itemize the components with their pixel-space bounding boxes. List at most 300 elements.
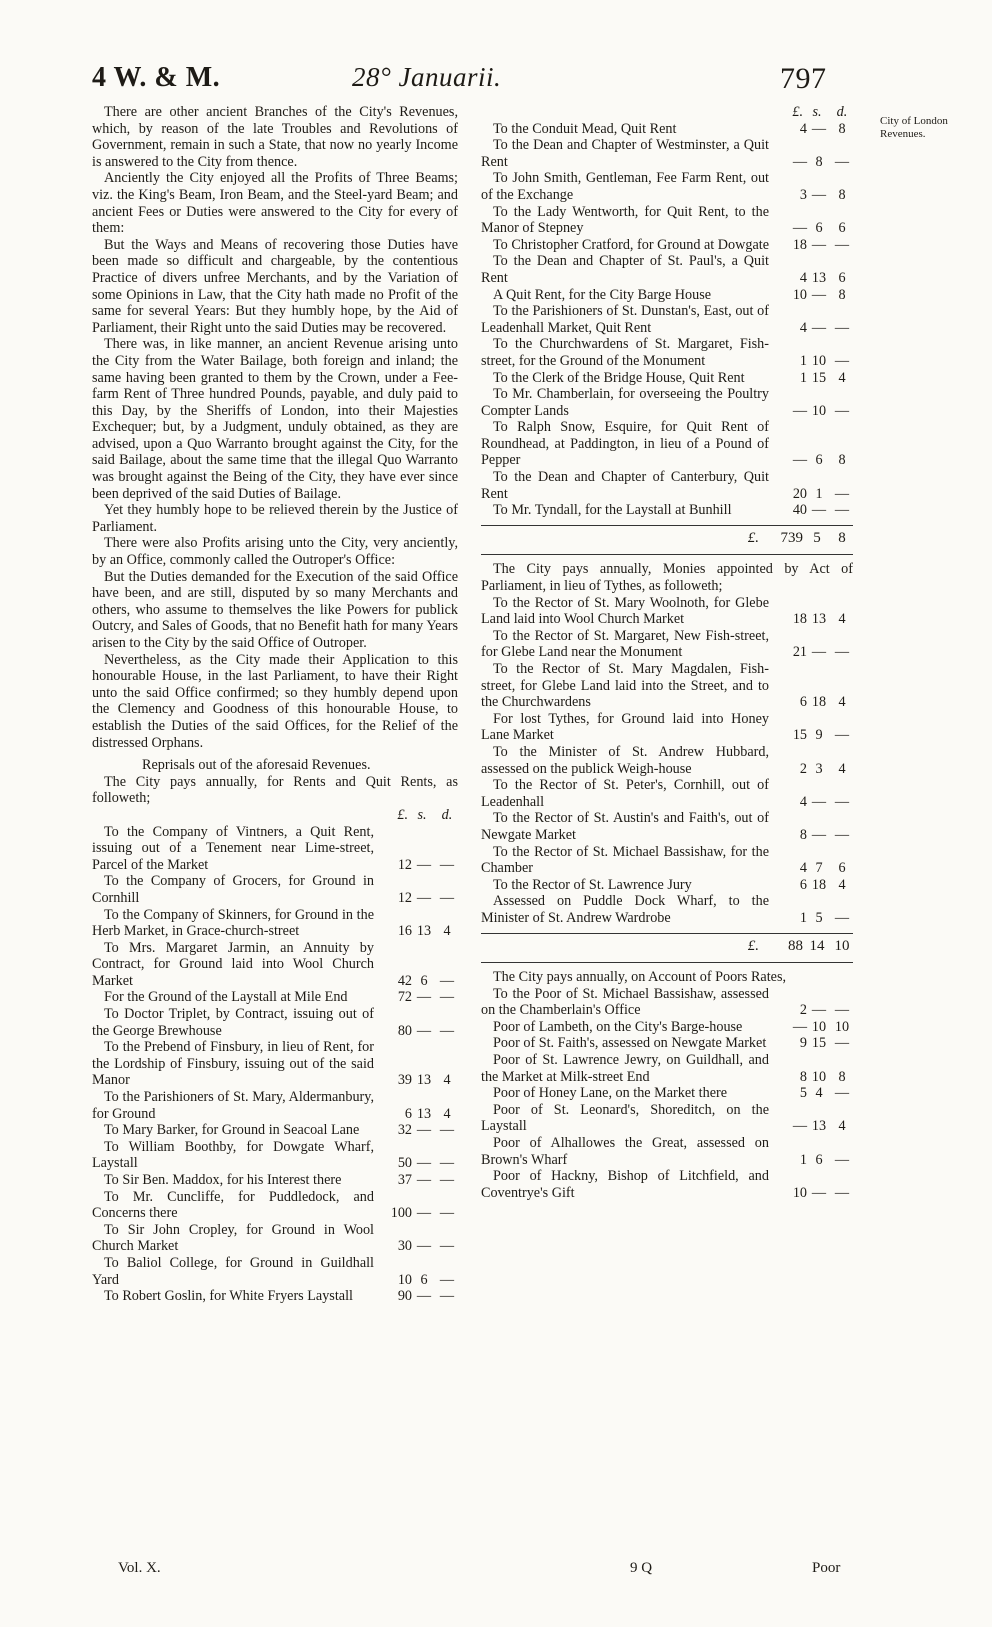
shillings: —	[416, 1022, 432, 1039]
entry-description: To the Dean and Chapter of St. Paul's, a Quit Rent	[481, 253, 769, 286]
pounds: 40	[792, 502, 807, 519]
pounds: 50	[397, 1155, 412, 1172]
pence: —	[834, 793, 850, 810]
entry-amount	[769, 370, 853, 387]
pence: —	[834, 485, 850, 502]
entry-amount	[769, 237, 853, 254]
ledger-entry	[481, 1168, 853, 1201]
shillings: 18	[811, 694, 827, 711]
ledger-entry	[481, 777, 853, 810]
entry-description: To the Rector of St. Mary Magdalen, Fish-street, for Glebe Land laid into the Street, and to the Churchwardens	[481, 661, 769, 711]
ledger-entry	[481, 386, 853, 419]
ledger-entry	[92, 1288, 458, 1305]
shillings: 6	[420, 972, 428, 989]
shillings: —	[811, 186, 827, 203]
entry-description: To the Parishioners of St. Mary, Aldermanbury, for Ground	[92, 1089, 374, 1122]
entry-description: To the Company of Vintners, a Quit Rent, issuing out of a Tenement near Lime-street, Parcel of the Market	[92, 823, 374, 873]
pounds: 16	[397, 923, 412, 940]
entry-description: To John Smith, Gentleman, Fee Farm Rent, out of the Exchange	[481, 170, 769, 203]
entry-description: To the Lady Wentworth, for Quit Rent, to the Manor of Stepney	[481, 203, 769, 237]
header-regnal-year: 4 W. & M.	[92, 62, 221, 93]
ledger-entry	[481, 1019, 853, 1036]
entry-amount	[769, 611, 853, 628]
entry-amount	[769, 1035, 853, 1052]
ledger-entry	[92, 1089, 458, 1122]
entry-amount	[769, 220, 853, 237]
ledger-entry	[92, 1255, 458, 1288]
entry-description: To the Poor of St. Michael Bassishaw, assessed on the Chamberlain's Office	[481, 985, 769, 1019]
entry-amount	[769, 877, 853, 894]
pence: 4	[838, 611, 846, 628]
pence: 6	[838, 220, 846, 237]
entry-description: To the Conduit Mead, Quit Rent	[493, 120, 677, 137]
rents-intro: The City pays annually, for Rents and Quit Rents, as followeth;	[92, 773, 458, 807]
ledger-entry	[481, 502, 853, 519]
pounds: —	[792, 402, 807, 419]
pounds: 10	[397, 1271, 412, 1288]
entry-description: To Baliol College, for Ground in Guildhall Yard	[92, 1254, 374, 1288]
entry-amount	[374, 1155, 458, 1172]
pence: 4	[838, 369, 846, 386]
entry-description: To the Rector of St. Mary Woolnoth, for Glebe Land laid into Wool Church Market	[481, 594, 769, 628]
entry-amount	[374, 1023, 458, 1040]
entry-amount	[374, 973, 458, 990]
pounds: 2	[799, 1002, 807, 1019]
pounds: 10	[792, 286, 807, 303]
ledger-entry	[481, 628, 853, 661]
entry-description: Poor of Alhallowes the Great, assessed on Brown's Wharf	[481, 1135, 769, 1168]
ledger-entry	[481, 877, 853, 894]
pounds: 8	[799, 1068, 807, 1085]
entry-description: Poor of Lambeth, on the City's Barge-house	[493, 1018, 743, 1035]
ledger-entry	[481, 137, 853, 170]
shillings: —	[811, 826, 827, 843]
entry-description: To the Dean and Chapter of Canterbury, Quit Rent	[481, 469, 769, 502]
entry-description: To the Dean and Chapter of Westminster, a Quit Rent	[481, 137, 769, 170]
ledger-entry	[92, 907, 458, 940]
shillings: 9	[815, 727, 823, 744]
pounds: —	[792, 452, 807, 469]
entry-description: To the Prebend of Finsbury, in lieu of Rent, for the Lordship of Finsbury, issuing out of the said Manor	[92, 1039, 374, 1089]
entry-description: Poor of St. Faith's, assessed on Newgate Market	[493, 1035, 767, 1052]
entry-description: To the Rector of St. Peter's, Cornhill, out of Leadenhall	[481, 777, 769, 810]
ledger-entry	[92, 1006, 458, 1039]
entry-description: Poor of Hackny, Bishop of Litchfield, and Coventrye's Gift	[481, 1168, 769, 1201]
divider	[481, 554, 853, 555]
ledger-entry	[92, 1222, 458, 1255]
pence: —	[834, 1035, 850, 1052]
ledger-entry	[92, 873, 458, 906]
shillings: 5	[815, 909, 823, 926]
pence: 8	[838, 186, 846, 203]
pounds: 32	[397, 1122, 412, 1139]
entry-amount	[769, 486, 853, 503]
pounds: 4	[799, 793, 807, 810]
entry-amount	[374, 989, 458, 1006]
catchword: Poor	[812, 1560, 841, 1576]
entry-description: To the Minister of St. Andrew Hubbard, assessed on the publick Weigh-house	[481, 743, 769, 777]
pence: 4	[443, 1105, 451, 1122]
pence: 8	[838, 452, 846, 469]
entry-description: To Doctor Triplet, by Contract, issuing out of the George Brewhouse	[92, 1006, 374, 1039]
pounds: 18	[792, 236, 807, 253]
pounds: —	[792, 153, 807, 170]
pounds: 39	[397, 1072, 412, 1089]
pence: —	[834, 1184, 850, 1201]
entry-description: For lost Tythes, for Ground laid into Honey Lane Market	[481, 710, 769, 744]
shillings: 6	[815, 452, 823, 469]
ledger-entry	[481, 1052, 853, 1085]
entry-description: To Mrs. Margaret Jarmin, an Annuity by Contract, for Ground laid into Wool Church Market	[92, 939, 374, 989]
shillings: 10	[811, 402, 827, 419]
pounds: 90	[397, 1288, 412, 1305]
pence: —	[439, 856, 455, 873]
paragraph: Nevertheless, as the City made their Application to this honourable House, in the last Parliament, to have their Right unto the said Office confirmed; so they humbly depend upon the Clemency and Goodness of this honourable House, to establish the Duties of the said Offices, for the Relief of the distressed Orphans.	[92, 651, 458, 751]
entry-amount	[769, 827, 853, 844]
ledger-entry	[481, 469, 853, 502]
entry-amount	[769, 1019, 853, 1036]
entry-amount	[769, 187, 853, 204]
pounds: 1	[799, 369, 807, 386]
ledger-entry	[481, 1135, 853, 1168]
pence: —	[834, 826, 850, 843]
entry-amount	[374, 1106, 458, 1123]
entry-amount	[374, 1172, 458, 1189]
pence: 4	[443, 1072, 451, 1089]
shillings: 18	[811, 876, 827, 893]
entry-description: To Mary Barker, for Ground in Seacoal Lane	[104, 1122, 360, 1139]
entry-amount	[769, 1118, 853, 1135]
ledger-entry	[92, 1172, 458, 1189]
page-number: 797	[780, 62, 827, 95]
shillings: —	[416, 1122, 432, 1139]
shillings: —	[416, 1172, 432, 1188]
entry-description: To Robert Goslin, for White Fryers Laystall	[104, 1288, 353, 1305]
entry-description: To William Boothby, for Dowgate Wharf, Laystall	[92, 1138, 374, 1172]
shillings: —	[811, 236, 827, 253]
ledger-entry	[481, 287, 853, 304]
pounds: 4	[799, 860, 807, 877]
entry-amount	[769, 910, 853, 927]
shillings: 13	[416, 923, 432, 940]
ledger-entry	[481, 1085, 853, 1102]
entry-amount	[769, 154, 853, 171]
entry-description: To Mr. Cuncliffe, for Puddledock, and Concerns there	[92, 1188, 374, 1222]
left-column-heads: £. s. d.	[397, 806, 453, 823]
shillings: 15	[811, 369, 827, 386]
pounds: 4	[799, 269, 807, 286]
quit-rents-list	[481, 121, 853, 519]
shillings: —	[811, 1002, 827, 1019]
pounds: —	[792, 220, 807, 237]
entry-amount	[769, 860, 853, 877]
shillings: —	[811, 1184, 827, 1201]
shillings: 1	[815, 485, 823, 502]
pence: —	[439, 1205, 455, 1222]
shillings: 13	[811, 1118, 827, 1135]
ledger-entry	[481, 595, 853, 628]
entry-amount	[769, 1069, 853, 1086]
shillings: —	[416, 889, 432, 906]
pence: —	[439, 1238, 455, 1255]
shillings: —	[416, 1205, 432, 1222]
entry-amount	[769, 694, 853, 711]
ledger-entry	[481, 303, 853, 336]
pence: —	[439, 989, 455, 1006]
entry-amount	[769, 761, 853, 778]
pence: —	[834, 1085, 850, 1102]
ledger-entry	[92, 1139, 458, 1172]
pounds: 21	[792, 644, 807, 661]
entry-amount	[769, 1152, 853, 1169]
ledger-entry	[481, 711, 853, 744]
ledger-entry	[92, 1189, 458, 1222]
pounds: —	[792, 1018, 807, 1035]
pounds: 8	[799, 826, 807, 843]
pence: —	[439, 1172, 455, 1188]
ledger-entry	[481, 204, 853, 237]
entry-description: Assessed on Puddle Dock Wharf, to the Minister of St. Andrew Wardrobe	[481, 893, 769, 926]
shillings: —	[416, 989, 432, 1006]
pounds: 72	[397, 989, 412, 1006]
pence: —	[439, 972, 455, 989]
paragraph: There are other ancient Branches of the City's Revenues, which, by reason of the late Troubles and Revolutions of Government, remain in such a State, that now no yearly Income is answered to the City from thence.	[92, 104, 458, 170]
tythes-list	[481, 595, 853, 927]
shillings: —	[416, 1238, 432, 1255]
shillings: 7	[815, 860, 823, 877]
ledger-entry	[481, 1102, 853, 1135]
tythes-intro: The City pays annually, Monies appointed by Act of Parliament, in lieu of Tythes, as followeth;	[481, 561, 853, 595]
ledger-entry	[481, 121, 853, 138]
ledger-entry	[481, 336, 853, 369]
pounds: 37	[397, 1172, 412, 1188]
ledger-entry	[92, 989, 458, 1006]
rents-list	[92, 824, 458, 1305]
paragraph: But the Ways and Means of recovering those Duties have been made so difficult and chargeable, by the contentious Practice of divers unfree Merchants, and by the Variation of some Opinions in Law, that the City hath made no Profit of the same for several Years: But they humbly hope, by the Aid of Parliament, their Right unto the said Duties may be recovered.	[92, 236, 458, 336]
shillings: —	[811, 502, 827, 519]
pounds: 42	[397, 972, 412, 989]
pence: 8	[838, 286, 846, 303]
pounds: 6	[799, 694, 807, 711]
shillings: 13	[811, 611, 827, 628]
ledger-entry	[481, 844, 853, 877]
shillings: 10	[811, 1018, 827, 1035]
poor-rates-list	[481, 986, 853, 1202]
shillings: —	[811, 793, 827, 810]
header-date: 28° Januarii.	[352, 62, 502, 92]
ledger-entry	[92, 940, 458, 990]
pence: 8	[838, 120, 846, 137]
pence: 8	[838, 1068, 846, 1085]
pence: 4	[838, 876, 846, 893]
pounds: 30	[397, 1238, 412, 1255]
pounds: 6	[799, 876, 807, 893]
pounds: 6	[404, 1105, 412, 1122]
reprisals-heading: Reprisals out of the aforesaid Revenues.	[142, 757, 371, 774]
pence: 6	[838, 269, 846, 286]
entry-amount	[769, 794, 853, 811]
divider	[481, 962, 853, 963]
pence: —	[834, 644, 850, 661]
pence: —	[439, 1022, 455, 1039]
entry-amount	[769, 1085, 853, 1102]
left-paragraphs	[92, 104, 458, 751]
pence: 4	[838, 760, 846, 777]
entry-description: To the Company of Grocers, for Ground in Cornhill	[92, 873, 374, 906]
entry-description: Poor of Honey Lane, on the Market there	[493, 1085, 728, 1102]
left-column	[92, 104, 458, 1305]
shillings: —	[416, 1155, 432, 1172]
shillings: 13	[416, 1072, 432, 1089]
entry-amount	[769, 121, 853, 138]
pence: 6	[838, 860, 846, 877]
pounds: 80	[397, 1022, 412, 1039]
entry-amount	[374, 1205, 458, 1222]
pence: —	[834, 727, 850, 744]
entry-description: For the Ground of the Laystall at Mile End	[104, 989, 348, 1006]
shillings: 13	[811, 269, 827, 286]
entry-amount	[769, 353, 853, 370]
ledger-entry	[481, 744, 853, 777]
entry-description: To Christopher Cratford, for Ground at Dowgate	[493, 236, 769, 253]
ledger-entry	[481, 237, 853, 254]
pounds: 4	[799, 120, 807, 137]
pounds: 10	[792, 1184, 807, 1201]
pence: —	[439, 1155, 455, 1172]
pounds: 15	[792, 727, 807, 744]
pence: —	[834, 319, 850, 336]
shillings: 15	[811, 1035, 827, 1052]
shillings: 8	[815, 153, 823, 170]
shillings: 6	[815, 1151, 823, 1168]
pence: —	[834, 909, 850, 926]
entry-amount	[769, 1185, 853, 1202]
entry-description: A Quit Rent, for the City Barge House	[493, 286, 712, 303]
pence: 4	[838, 694, 846, 711]
entry-description: Poor of St. Leonard's, Shoreditch, on the Laystall	[481, 1101, 769, 1135]
total-rents: £. 739 5 8	[481, 525, 853, 547]
shillings: 4	[815, 1085, 823, 1102]
entry-amount	[769, 502, 853, 519]
entry-description: To Ralph Snow, Esquire, for Quit Rent of Roundhead, at Paddington, in lieu of a Pound of Pepper	[481, 419, 769, 469]
entry-amount	[374, 857, 458, 874]
pounds: 4	[799, 319, 807, 336]
poor-intro: The City pays annually, on Account of Poors Rates,	[493, 969, 787, 986]
margin-note: City of London Revenues.	[880, 115, 948, 140]
entry-amount	[769, 1002, 853, 1019]
entry-description: To the Rector of St. Michael Bassishaw, for the Chamber	[481, 843, 769, 877]
pounds: 20	[792, 485, 807, 502]
pounds: —	[792, 1118, 807, 1135]
ledger-entry	[92, 1039, 458, 1089]
pence: —	[439, 889, 455, 906]
entry-amount	[769, 727, 853, 744]
entry-amount	[374, 1288, 458, 1305]
tythes-intro-row	[481, 561, 853, 594]
shillings: 6	[420, 1271, 428, 1288]
shillings: —	[811, 286, 827, 303]
entry-amount	[374, 1072, 458, 1089]
paragraph: There was, in like manner, an ancient Revenue arising unto the City from the Water Bailage, both foreign and inland; the same having been granted to them by the Crown, under a Fee-farm Rent of Three hundred Pounds, payable, and duly paid to this Day, by the Sheriffs of London, into their Majesties Exchequer; but, by a Judgment, unduly obtained, as they are advised, upon a Quo Warranto brought against the City, for the said Bailage, about the same time that the illegal Quo Warranto was brought against the Being of the City, they have ever since been deprived of the said Duties of Bailage.	[92, 336, 458, 502]
pence: —	[834, 502, 850, 519]
shillings: —	[811, 644, 827, 661]
paragraph: But the Duties demanded for the Execution of the said Office have been, and are still, disputed by so many Merchants and others, who assume to themselves the like Powers for publick Outcry, and Sales of Goods, that no Benefit hath for many Years arisen to the City by the said Office of Outroper.	[92, 568, 458, 651]
entry-description: To the Churchwardens of St. Margaret, Fish-street, for the Ground of the Monument	[481, 336, 769, 369]
ledger-entry	[481, 370, 853, 387]
pence: —	[834, 402, 850, 419]
entry-amount	[769, 270, 853, 287]
entry-description: To the Rector of St. Austin's and Faith's, out of Newgate Market	[481, 810, 769, 843]
entry-description: To Mr. Chamberlain, for overseeing the Poultry Compter Lands	[481, 386, 769, 419]
ledger-entry	[481, 170, 853, 203]
entry-description: To the Company of Skinners, for Ground in the Herb Market, in Grace-church-street	[92, 906, 374, 940]
pence: —	[439, 1288, 455, 1305]
right-column	[481, 104, 853, 1201]
shillings: 10	[811, 352, 827, 369]
volume-label: Vol. X.	[118, 1560, 161, 1576]
shillings: —	[416, 856, 432, 873]
pounds: 100	[390, 1205, 412, 1222]
entry-description: To the Rector of St. Lawrence Jury	[493, 876, 692, 893]
pounds: 5	[799, 1085, 807, 1102]
pence: —	[834, 236, 850, 253]
right-column-heads: £. s. d.	[792, 104, 848, 120]
shillings: 6	[815, 220, 823, 237]
ledger-entry	[481, 1035, 853, 1052]
entry-amount	[769, 320, 853, 337]
total-tythes: £. 88 14 10	[481, 933, 853, 955]
entry-description: To the Clerk of the Bridge House, Quit Rent	[493, 369, 745, 386]
shillings: 10	[811, 1068, 827, 1085]
pounds: 2	[799, 760, 807, 777]
entry-amount	[374, 1272, 458, 1289]
pounds: 1	[799, 909, 807, 926]
ledger-entry	[481, 810, 853, 843]
entry-amount	[374, 923, 458, 940]
shillings: 13	[416, 1105, 432, 1122]
entry-amount	[374, 1238, 458, 1255]
pounds: 9	[799, 1035, 807, 1052]
entry-description: To Mr. Tyndall, for the Laystall at Bunhill	[493, 502, 732, 519]
shillings: —	[416, 1288, 432, 1305]
ledger-entry	[481, 253, 853, 286]
paragraph: Anciently the City enjoyed all the Profits of Three Beams; viz. the King's Beam, Iron Beam, and the Steel-yard Beam; and ancient Fees or Duties were answered to the City for every of them:	[92, 170, 458, 237]
ledger-entry	[92, 824, 458, 874]
entry-description: Poor of St. Lawrence Jewry, on Guildhall, and the Market at Milk-street End	[481, 1052, 769, 1085]
ledger-entry	[481, 986, 853, 1019]
pounds: 18	[792, 611, 807, 628]
signature-mark: 9 Q	[630, 1560, 653, 1576]
ledger-entry	[481, 893, 853, 926]
entry-amount	[769, 403, 853, 420]
pounds: 1	[799, 352, 807, 369]
ledger-entry	[92, 1122, 458, 1139]
paragraph: Yet they humbly hope to be relieved therein by the Justice of Parliament.	[92, 502, 458, 535]
pounds: 12	[397, 856, 412, 873]
entry-description: To the Rector of St. Margaret, New Fish-street, for Glebe Land near the Monument	[481, 627, 769, 661]
pounds: 3	[799, 186, 807, 203]
shillings: —	[811, 120, 827, 137]
entry-description: To Sir John Cropley, for Ground in Wool Church Market	[92, 1221, 374, 1255]
pounds: 1	[799, 1151, 807, 1168]
entry-amount	[374, 1122, 458, 1139]
entry-amount	[374, 890, 458, 907]
pence: 10	[834, 1018, 850, 1035]
pence: —	[439, 1122, 455, 1139]
pounds: 12	[397, 889, 412, 906]
entry-description: To Sir Ben. Maddox, for his Interest there	[104, 1172, 342, 1188]
pence: 4	[838, 1118, 846, 1135]
